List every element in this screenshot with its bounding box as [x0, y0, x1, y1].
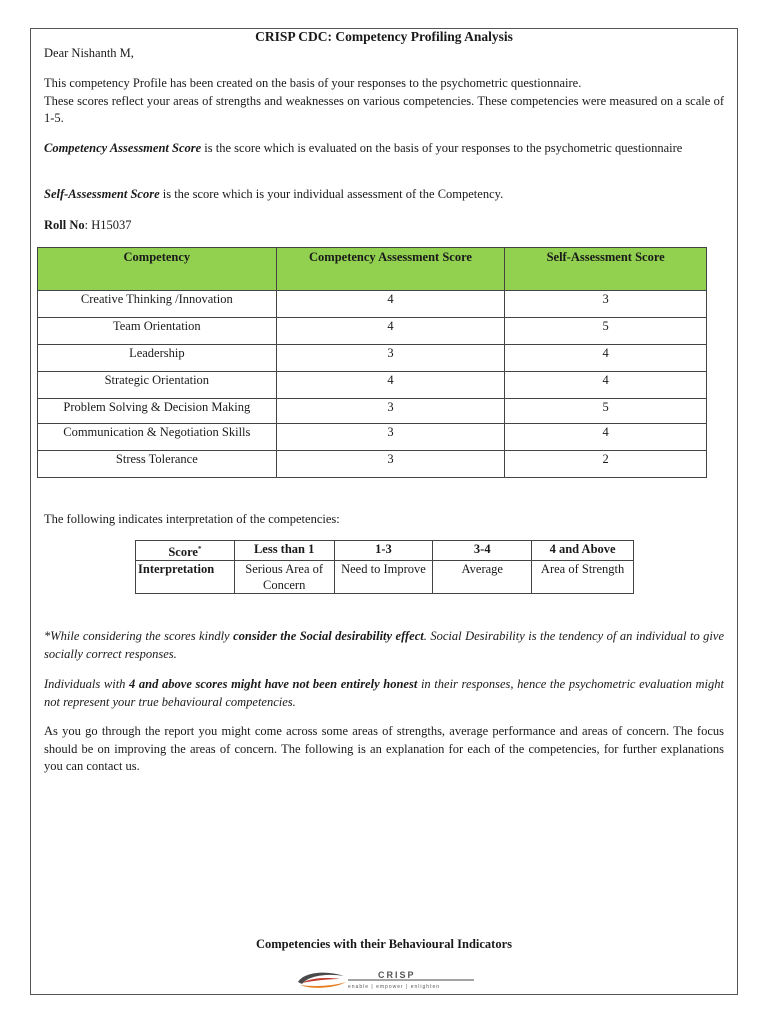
- cas-def-text: is the score which is evaluated on the basis of your responses to the psychometric questionnaire: [201, 141, 683, 155]
- intro-line-2: These scores reflect your areas of strengths and weaknesses on various competencies. These competencies were measured on a scale of 1-5.: [44, 93, 724, 125]
- note2-text-a: Individuals with: [44, 677, 130, 691]
- social-desirability-note: [44, 628, 724, 663]
- range-cell: Less than 1: [234, 541, 334, 561]
- meaning-cell: Average: [433, 561, 532, 594]
- sas-value: 5: [505, 399, 707, 424]
- note1-text-a: *While considering the scores kindly: [44, 629, 234, 643]
- competency-name: Problem Solving & Decision Making: [38, 399, 277, 424]
- competency-name: Leadership: [38, 345, 277, 372]
- table-row: [38, 318, 707, 345]
- cas-value: 3: [276, 451, 505, 478]
- interpretation-table: [135, 540, 634, 594]
- closing-paragraph: As you go through the report you might come across some areas of strengths, average performance and areas of concern. The focus should be on improving the areas of concern. The following is an explanation for each of the competencies, for further explanations you can contact us.: [44, 724, 724, 773]
- svg-text:CRISP: CRISP: [378, 970, 416, 980]
- meaning-cell: Serious Area of Concern: [234, 561, 334, 594]
- interpretation-row: [136, 561, 634, 594]
- competency-name: Creative Thinking /Innovation: [38, 291, 277, 318]
- score-label: Score: [168, 545, 198, 560]
- table-row: [38, 291, 707, 318]
- roll-label: Roll No: [44, 218, 85, 232]
- competency-name: Communication & Negotiation Skills: [38, 424, 277, 451]
- cas-value: 4: [276, 372, 505, 399]
- header-sas: Self-Assessment Score: [505, 248, 707, 291]
- cas-value: 4: [276, 291, 505, 318]
- cas-value: 4: [276, 318, 505, 345]
- sas-value: 5: [505, 318, 707, 345]
- note2-text-c: in their responses, hence the psychometric evaluation might not represent your true behavioural competencies.: [44, 677, 724, 709]
- svg-text:enable | empower | enlighten: enable | empower | enlighten: [348, 984, 441, 990]
- score-asterisk: *: [197, 545, 202, 553]
- competency-name: Team Orientation: [38, 318, 277, 345]
- sas-value: 4: [505, 424, 707, 451]
- crisp-logo-icon: [296, 968, 476, 992]
- competency-name: Stress Tolerance: [38, 451, 277, 478]
- table-row: [38, 372, 707, 399]
- sas-value: 3: [505, 291, 707, 318]
- score-table: [37, 247, 707, 478]
- table-row: [38, 424, 707, 451]
- sas-value: 2: [505, 451, 707, 478]
- interpretation-intro: The following indicates interpretation of the competencies:: [44, 512, 340, 526]
- table-row: [38, 399, 707, 424]
- note1-text-c: . Social Desirability is the tendency of an individual to give socially correct responses.: [44, 629, 725, 661]
- page-title: CRISP CDC: Competency Profiling Analysis: [255, 29, 513, 44]
- range-cell: 1-3: [334, 541, 433, 561]
- sas-value: 4: [505, 372, 707, 399]
- roll-number: [44, 217, 724, 235]
- table-row: [38, 345, 707, 372]
- note1-emphasis: consider the Social desirability effect: [233, 629, 424, 643]
- sas-term: Self-Assessment Score: [44, 187, 160, 201]
- meaning-cell: Need to Improve: [334, 561, 433, 594]
- sas-def-text: is the score which is your individual assessment of the Competency.: [159, 187, 504, 201]
- cas-term: Competency Assessment Score: [44, 141, 202, 155]
- table-row: [38, 451, 707, 478]
- competency-name: Strategic Orientation: [38, 372, 277, 399]
- score-table-header: [38, 248, 707, 291]
- footer-title: Competencies with their Behavioural Indicators: [255, 937, 512, 951]
- interpretation-header-row: [136, 541, 634, 561]
- roll-value: : H15037: [84, 218, 132, 232]
- cas-value: 3: [276, 345, 505, 372]
- score-label-cell: [136, 541, 235, 561]
- crisp-logo: [296, 968, 476, 992]
- intro-paragraph: [44, 75, 724, 128]
- header-cas: Competency Assessment Score: [276, 248, 505, 291]
- note2-emphasis: 4 and above scores might have not been entirely honest: [129, 677, 418, 691]
- range-cell: 4 and Above: [532, 541, 634, 561]
- sas-definition: [44, 186, 724, 204]
- salutation: Dear Nishanth M,: [44, 46, 134, 60]
- meaning-cell: Area of Strength: [532, 561, 634, 594]
- cas-value: 3: [276, 424, 505, 451]
- honesty-note: [44, 676, 724, 711]
- cas-value: 3: [276, 399, 505, 424]
- sas-value: 4: [505, 345, 707, 372]
- cas-definition: [44, 140, 724, 158]
- header-competency: Competency: [38, 248, 277, 291]
- interpretation-label: Interpretation: [136, 561, 235, 594]
- intro-line-1: This competency Profile has been created on the basis of your responses to the psychometric questionnaire.: [44, 76, 582, 90]
- range-cell: 3-4: [433, 541, 532, 561]
